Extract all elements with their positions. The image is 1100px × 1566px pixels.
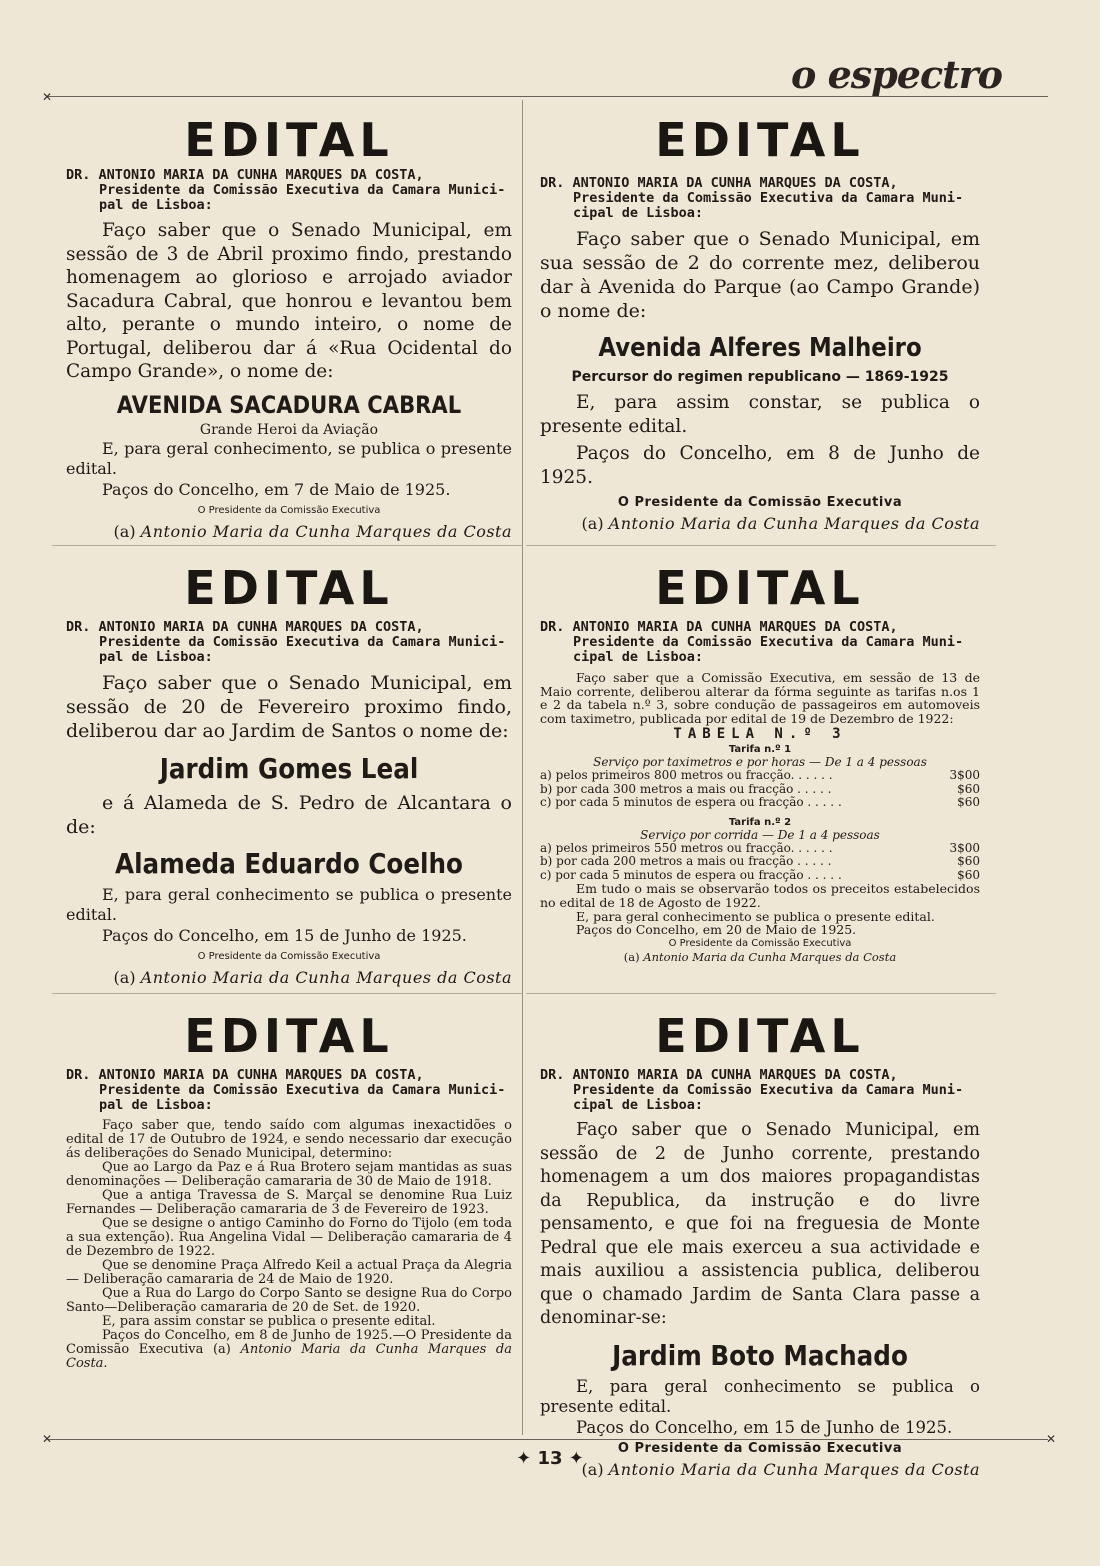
edital-title: EDITAL bbox=[184, 1009, 394, 1063]
edital-signature: (a) Antonio Maria da Cunha Marques da Costa bbox=[581, 514, 980, 533]
edital-title: EDITAL bbox=[655, 561, 865, 615]
edital-closing: E, para geral conhecimento se publica o presente edital. bbox=[576, 908, 935, 924]
edital-closing: E, para assim constar, se publica o presente edital. bbox=[540, 392, 980, 437]
edital-header: DR. ANTONIO MARIA DA CUNHA MARQUES DA COSTA, Presidente da Comissão Executiva da Camara Munici- pal de Lisboa: bbox=[66, 1067, 506, 1113]
edital-body-continuation: e á Alameda de S. Pedro de Alcantara o de: bbox=[66, 792, 512, 838]
row-divider bbox=[526, 545, 996, 546]
edital-president: O Presidente da Comissão Executiva bbox=[197, 951, 381, 962]
edital-header: DR. ANTONIO MARIA DA CUNHA MARQUES DA COSTA, Presidente da Comissão Executiva da Camara Munici- pal de Lisboa: bbox=[66, 619, 506, 665]
tariff-row: b) por cada 300 metros a mais ou fracção . . . . . $60 bbox=[540, 781, 980, 796]
corner-ornament: ✕ bbox=[1046, 1432, 1057, 1446]
row-divider bbox=[52, 993, 522, 994]
edital-date: Paços do Concelho, em 7 de Maio de 1925. bbox=[102, 479, 451, 499]
edital-president: O Presidente da Comissão Executiva bbox=[668, 937, 852, 949]
row-divider bbox=[526, 993, 996, 994]
edital-body: Faço saber que o Senado Municipal, em sua sessão de 2 do corrente mez, deliberou dar à Avenida do Parque (ao Campo Grande) o nome de: bbox=[540, 228, 980, 322]
garden-name: Jardim Boto Machado bbox=[612, 1338, 908, 1372]
edital-closing: E, para geral conhecimento se publica o presente edital. bbox=[540, 1376, 980, 1416]
street-subtitle: Percursor do regimen republicano — 1869-1925 bbox=[571, 369, 949, 385]
edital-jardim-gomes-leal bbox=[66, 562, 512, 989]
tariff-row: b) por cada 200 metros a mais ou fracção . . . . . $60 bbox=[540, 854, 980, 869]
alameda-name: Alameda Eduardo Coelho bbox=[115, 847, 463, 880]
edital-signature: (a) Antonio Maria da Cunha Marques da Costa bbox=[581, 1459, 980, 1479]
edital-body: Faço saber que o Senado Municipal, em sessão de 3 de Abril proximo findo, prestando homenagem ao glorioso e arrojado aviador Sacadura Cabral, que honrou e levantou bem alto, perante o mundo inteiro, o nome de Portugal, deliberou dar á «Rua Ocidental do Campo Grande», o nome de: bbox=[66, 220, 512, 382]
edital-signature: (a) Antonio Maria da Cunha Marques da Costa bbox=[113, 521, 512, 541]
edital-rectificacao bbox=[66, 1010, 512, 1371]
edital-body: Faço saber que o Senado Municipal, em sessão de 20 de Fevereiro proximo findo, deliberou dar ao Jardim de Santos o nome de: bbox=[66, 672, 512, 742]
street-subtitle: Grande Heroi da Aviação bbox=[199, 421, 379, 438]
edital-body: Faço saber que, tendo saído com algumas inexactidões o edital de 17 de Outubro de 1924, e sendo necessario dar execução ás deliberações do Senado Municipal, determino: Que ao Largo da Paz e á Rua Brotero sejam mantidas as suas denominações — Deliberação camararia de 30 de Maio de 1918. Que a antiga Travessa de S. Marçal se denomine Rua Luiz Fernandes — Deliberação camararia de 3 de Fevereiro de 1923. Que se designe o antigo Caminho do Forno do Tijolo (em toda a sua extenção). Rua Angelina Vidal — Deliberação camararia de 4 de Dezembro de 1922. Que se denomine Praça Alfredo Keil a actual Praça da Alegria — Deliberação camararia de 24 de Maio de 1920. Que a Rua do Largo do Corpo Santo se designe Rua do Corpo Santo—Deliberação camararia de 20 de Set. de 1920. E, para assim constar se publica o presente edital. Paços do Concelho, em 8 de Junho de 1925.—O Presidente da Comissão Executiva (a) Antonio Maria da Cunha Marques da Costa. bbox=[66, 1118, 512, 1371]
tariff-row: a) pelos primeiros 550 metros ou fracção. . . . . . 3$00 bbox=[540, 840, 980, 855]
garden-name: Jardim Gomes Leal bbox=[159, 752, 419, 785]
edital-president: O Presidente da Comissão Executiva bbox=[617, 1440, 903, 1456]
edital-date: Paços do Concelho, em 15 de Junho de 1925. bbox=[576, 1417, 953, 1437]
edital-title: EDITAL bbox=[184, 113, 394, 167]
tariff-row: a) pelos primeiros 800 metros ou fracção. . . . . . 3$00 bbox=[540, 768, 980, 783]
corner-ornament: ✕ bbox=[42, 1432, 53, 1446]
edital-president: O Presidente da Comissão Executiva bbox=[197, 504, 381, 516]
edital-body: Faço saber que o Senado Municipal, em sessão de 2 de Junho corrente, prestando homenagem a um dos maiores propagandistas da Republica, da instrução e do livre pensamento, e que foi na freguesia de Monte Pedral que ele mais exerceu a sua actividade e mais auxiliou a assistencia publica, deliberou que o chamado Jardim de Santa Clara passe a denominar-se: bbox=[540, 1120, 980, 1328]
tariff-title: Tarifa n.º 2 bbox=[728, 816, 792, 828]
edital-closing: E, para geral conhecimento se publica o presente edital. bbox=[66, 885, 512, 924]
tariff-subtitle: Serviço por corrida — De 1 a 4 pessoas bbox=[640, 827, 880, 842]
masthead-logo: o espectro bbox=[791, 52, 1002, 97]
street-name: AVENIDA SACADURA CABRAL bbox=[116, 390, 462, 419]
corner-ornament: ✕ bbox=[42, 90, 53, 104]
edital-date: Paços do Concelho, em 15 de Junho de 1925. bbox=[102, 926, 467, 945]
edital-jardim-boto-machado bbox=[540, 1010, 980, 1481]
edital-tarifas-taximetro bbox=[540, 562, 980, 964]
edital-sacadura-cabral bbox=[66, 114, 512, 543]
edital-header: DR. ANTONIO MARIA DA CUNHA MARQUES DA COSTA, Presidente da Comissão Executiva da Camara Muni- cipal de Lisboa: bbox=[540, 1067, 964, 1113]
edital-body: Faço saber que a Comissão Executiva, em sessão de 13 de Maio corrente, deliberou alterar da fórma seguinte as tarifas n.os 1 e 2 da tabela n.º 3, sobre condução de passageiros em automoveis com taximetro, publicada por edital de 19 de Dezembro de 1922: bbox=[540, 670, 980, 726]
edital-date: Paços do Concelho, em 20 de Maio de 1925. bbox=[576, 922, 857, 938]
edital-president: O Presidente da Comissão Executiva bbox=[617, 495, 903, 510]
edital-header: DR. ANTONIO MARIA DA CUNHA MARQUES DA COSTA, Presidente da Comissão Executiva da Camara Muni- cipal de Lisboa: bbox=[540, 175, 964, 221]
edital-body-continuation: Em tudo o mais se observarão todos os preceitos estabelecidos no edital de 18 de Agosto de 1922. bbox=[540, 881, 980, 910]
edital-date: Paços do Concelho, em 8 de Junho de 1925. bbox=[540, 443, 980, 488]
edital-alferes-malheiro bbox=[540, 114, 980, 535]
street-name: Avenida Alferes Malheiro bbox=[598, 333, 922, 363]
edital-header: DR. ANTONIO MARIA DA CUNHA MARQUES DA COSTA, Presidente da Comissão Executiva da Camara Muni- cipal de Lisboa: bbox=[540, 619, 964, 665]
edital-header: DR. ANTONIO MARIA DA CUNHA MARQUES DA COSTA, Presidente da Comissão Executiva da Camara Munici- pal de Lisboa: bbox=[66, 167, 506, 213]
top-rule bbox=[48, 96, 1048, 97]
edital-title: EDITAL bbox=[655, 1009, 865, 1063]
tariff-row: c) por cada 5 minutos de espera ou fracção . . . . . $60 bbox=[540, 867, 980, 882]
edital-signature: (a) Antonio Maria da Cunha Marques da Costa bbox=[623, 949, 897, 964]
page-number: ✦ 13 ✦ bbox=[516, 1448, 584, 1469]
edital-signature: (a) Antonio Maria da Cunha Marques da Costa bbox=[113, 968, 512, 987]
tariff-row: c) por cada 5 minutos de espera ou fracção . . . . . $60 bbox=[540, 795, 980, 810]
column-divider bbox=[522, 100, 523, 1435]
tariff-subtitle: Serviço por taximetros e por horas — De 1 a 4 pessoas bbox=[593, 755, 927, 770]
row-divider bbox=[52, 545, 522, 546]
tariff-title: Tarifa n.º 1 bbox=[728, 744, 792, 756]
edital-closing: E, para geral conhecimento, se publica o presente edital. bbox=[66, 438, 512, 478]
edital-title: EDITAL bbox=[655, 113, 865, 167]
edital-title: EDITAL bbox=[184, 561, 394, 615]
table-title: TABELA N.º 3 bbox=[673, 726, 847, 743]
